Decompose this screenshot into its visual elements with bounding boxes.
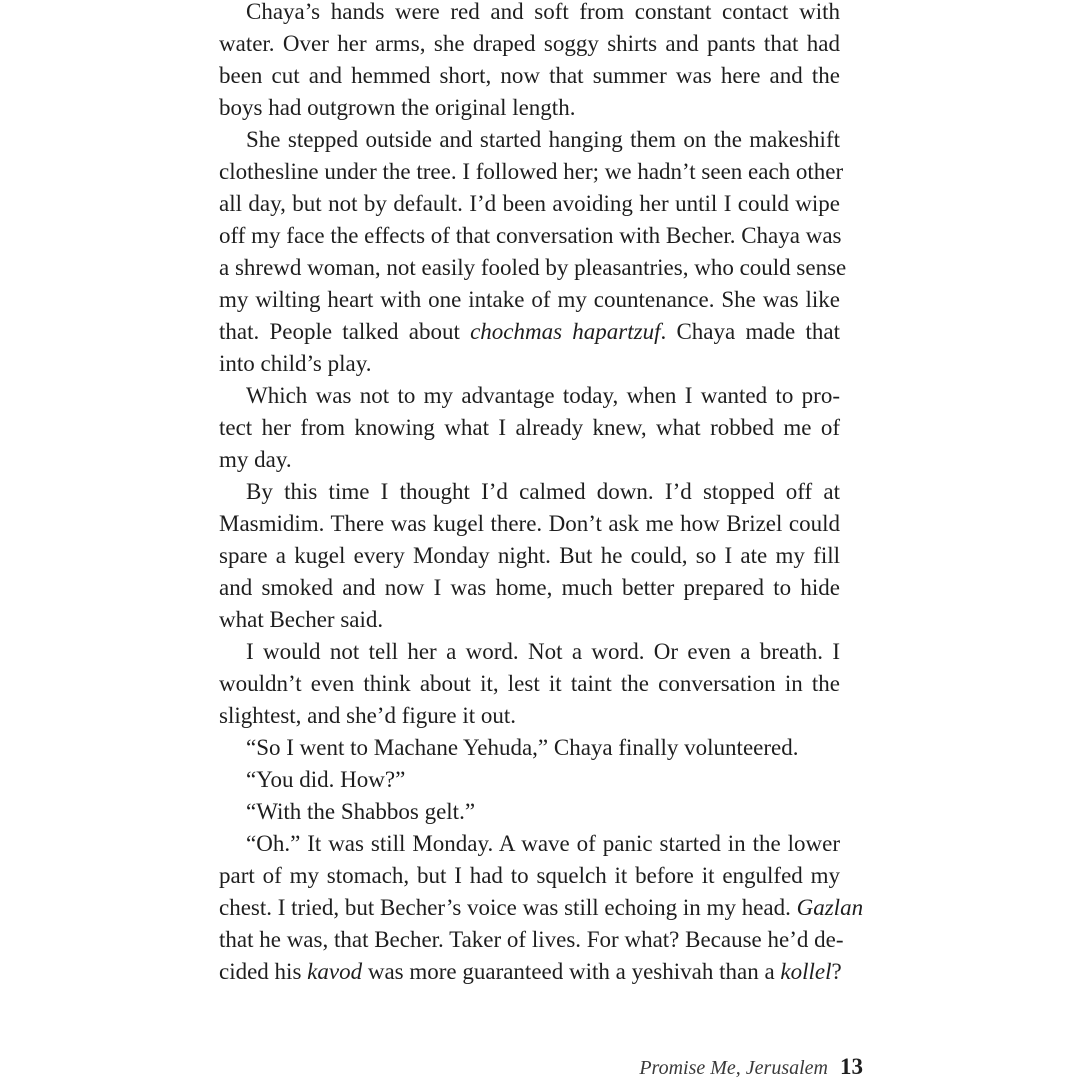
- text-line: [219, 220, 840, 252]
- text-line: [219, 636, 840, 668]
- text-segment: that he was, that Becher. Taker of lives. For what? Because he’d de-: [219, 927, 844, 952]
- text-segment: and smoked and now I was home, much better prepared to hide: [219, 575, 840, 600]
- text-segment: spare a kugel every Monday night. But he could, so I ate my fill: [219, 543, 840, 568]
- text-segment: a shrewd woman, not easily fooled by pleasantries, who could sense: [219, 255, 847, 280]
- text-line: [219, 668, 840, 700]
- text-segment: was more guaranteed with a yeshivah than a: [362, 959, 781, 984]
- text-segment: cided his: [219, 959, 308, 984]
- text-line: [219, 700, 840, 732]
- text-segment: into child’s play.: [219, 351, 372, 376]
- text-line: [219, 860, 840, 892]
- text-segment: She stepped outside and started hanging them on the makeshift: [246, 127, 840, 152]
- text-line: [219, 156, 844, 188]
- text-line: [219, 92, 840, 124]
- text-segment: Chaya’s hands were red and soft from constant contact with: [246, 0, 840, 24]
- text-line: [219, 540, 840, 572]
- text-line: [219, 796, 840, 828]
- text-line: [219, 892, 864, 924]
- text-segment: been cut and hemmed short, now that summer was here and the: [219, 63, 840, 88]
- text-line: [219, 764, 840, 796]
- text-segment: my wilting heart with one intake of my countenance. She was like: [219, 287, 840, 312]
- text-line: [219, 444, 840, 476]
- text-line: [219, 188, 840, 220]
- running-title: Promise Me, Jerusalem: [639, 1057, 828, 1079]
- text-line: [219, 252, 847, 284]
- text-segment: . Chaya made that: [660, 319, 840, 344]
- text-segment: my day.: [219, 447, 292, 472]
- text-segment: all day, but not by default. I’d been avoiding her until I could wipe: [219, 191, 840, 216]
- text-segment: what Becher said.: [219, 607, 384, 632]
- text-line: [219, 732, 840, 764]
- italic-term: kollel: [780, 959, 832, 984]
- text-line: [219, 316, 840, 348]
- text-segment: tect her from knowing what I already knew, what robbed me of: [219, 415, 840, 440]
- text-line: [219, 380, 840, 412]
- text-line: [219, 124, 840, 156]
- text-segment: water. Over her arms, she draped soggy shirts and pants that had: [219, 31, 840, 56]
- text-line: [219, 828, 840, 860]
- italic-term: chochmas hapartzuf: [470, 319, 661, 344]
- text-segment: part of my stomach, but I had to squelch it before it engulfed my: [219, 863, 840, 888]
- text-line: [219, 924, 844, 956]
- text-line: [219, 28, 840, 60]
- text-segment: “So I went to Machane Yehuda,” Chaya finally volunteered.: [246, 735, 799, 760]
- text-line: [219, 572, 840, 604]
- text-segment: I would not tell her a word. Not a word. Or even a breath. I: [246, 639, 840, 664]
- text-segment: chest. I tried, but Becher’s voice was still echoing in my head.: [219, 895, 797, 920]
- text-segment: clothesline under the tree. I followed her; we hadn’t seen each other: [219, 159, 844, 184]
- text-line: [219, 956, 840, 988]
- text-line: [219, 284, 840, 316]
- text-segment: Masmidim. There was kugel there. Don’t ask me how Brizel could: [219, 511, 840, 536]
- page-number: 13: [840, 1054, 863, 1079]
- text-segment: boys had outgrown the original length.: [219, 95, 576, 120]
- text-segment: By this time I thought I’d calmed down. I’d stopped off at: [246, 479, 840, 504]
- text-line: [219, 604, 840, 636]
- italic-term: kavod: [307, 959, 363, 984]
- text-segment: “Oh.” It was still Monday. A wave of panic started in the lower: [246, 831, 840, 856]
- text-line: [219, 508, 840, 540]
- text-segment: Which was not to my advantage today, when I wanted to pro-: [246, 383, 840, 408]
- page-footer: [639, 1054, 863, 1080]
- italic-term: Gazlan: [796, 895, 864, 920]
- text-segment: ?: [831, 959, 842, 984]
- text-segment: that. People talked about: [219, 319, 471, 344]
- text-segment: off my face the effects of that conversation with Becher. Chaya was: [219, 223, 842, 248]
- text-line: [219, 476, 840, 508]
- text-segment: wouldn’t even think about it, lest it taint the conversation in the: [219, 671, 840, 696]
- text-line: [219, 60, 840, 92]
- text-line: [219, 0, 840, 28]
- text-line: [219, 348, 840, 380]
- text-segment: “You did. How?”: [246, 767, 406, 792]
- text-segment: “With the Shabbos gelt.”: [246, 799, 476, 824]
- text-line: [219, 412, 840, 444]
- text-segment: slightest, and she’d figure it out.: [219, 703, 517, 728]
